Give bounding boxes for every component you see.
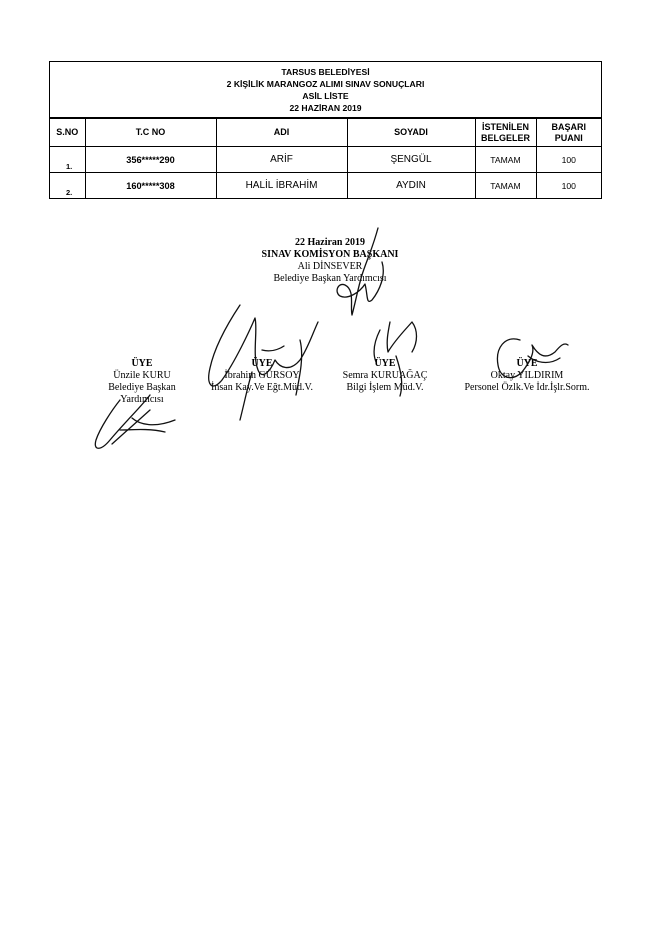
cell-belgeler: TAMAM	[475, 147, 536, 173]
member-role: ÜYE	[374, 358, 396, 369]
member-title: Belediye Başkan	[108, 382, 176, 393]
member-title: Bilgi İşlem Müd.V.	[346, 382, 424, 393]
exam-title: 2 KİŞİLİK MARANGOZ ALIMI SINAV SONUÇLARI	[226, 79, 425, 89]
member-role: ÜYE	[131, 358, 153, 369]
member-name: İbrahim GÜRSOY	[224, 370, 300, 381]
chair-title: SINAV KOMİSYON BAŞKANI	[261, 249, 399, 260]
member3-signature	[374, 322, 416, 396]
chair-position: Belediye Başkan Yardımcısı	[273, 273, 387, 284]
cell-tcno: 356*****290	[85, 147, 216, 173]
chair-signature	[337, 228, 383, 315]
member-title: İnsan Kay.Ve Eğt.Müd.V.	[211, 382, 313, 393]
col-header-belgeler-line2: BELGELER	[480, 132, 530, 143]
member-title-cont: Yardımcısı	[120, 394, 164, 405]
member4-signature	[497, 339, 568, 378]
exam-date: 22 HAZİRAN 2019	[289, 103, 362, 113]
cell-puan: 100	[536, 147, 601, 173]
chair-date: 22 Haziran 2019	[295, 237, 365, 248]
col-header-sno: S.NO	[50, 119, 85, 147]
cell-soyadi: ŞENGÜL	[347, 147, 475, 173]
col-header-puan-line1: BAŞARI	[551, 121, 586, 132]
cell-sno: 1.	[50, 147, 85, 173]
member-name: Ünzile KURU	[113, 370, 171, 381]
chair-name: Ali DİNSEVER	[297, 261, 363, 272]
member-name: Semra KURUAĞAÇ	[342, 370, 428, 381]
col-header-belgeler-line1: İSTENİLEN	[481, 121, 529, 132]
col-header-adi: ADI	[216, 119, 347, 147]
cell-sno: 2.	[50, 173, 85, 199]
member-role: ÜYE	[516, 358, 538, 369]
cell-puan: 100	[536, 173, 601, 199]
col-header-puan-line2: PUANI	[554, 132, 583, 143]
member2-signature	[209, 305, 318, 420]
member-role: ÜYE	[251, 358, 273, 369]
cell-soyadi: AYDIN	[347, 173, 475, 199]
member-title: Personel Özlk.Ve İdr.İşlr.Sorm.	[464, 382, 590, 393]
member-name: Oktay YILDIRIM	[490, 370, 564, 381]
col-header-tcno: T.C NO	[85, 119, 216, 147]
member1-signature	[95, 395, 175, 448]
cell-adi: ARİF	[216, 147, 347, 173]
cell-adi: HALİL İBRAHİM	[216, 173, 347, 199]
cell-tcno: 160*****308	[85, 173, 216, 199]
institution-name: TARSUS BELEDİYESİ	[281, 67, 370, 77]
col-header-soyadi: SOYADI	[347, 119, 475, 147]
list-type: ASİL LİSTE	[302, 91, 349, 101]
cell-belgeler: TAMAM	[475, 173, 536, 199]
